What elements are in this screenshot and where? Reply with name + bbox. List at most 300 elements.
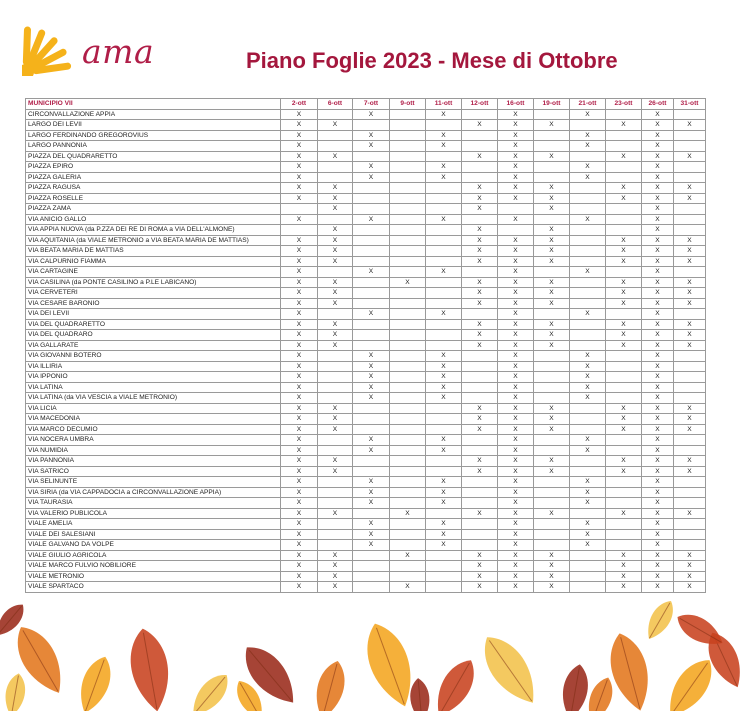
empty-cell bbox=[390, 403, 426, 414]
table-row bbox=[26, 529, 706, 540]
street-name: VIA SELINUNTE bbox=[26, 477, 281, 488]
scheduled-mark: X bbox=[674, 403, 706, 414]
empty-cell bbox=[606, 267, 642, 278]
scheduled-mark: X bbox=[426, 214, 462, 225]
scheduled-mark: X bbox=[462, 120, 498, 131]
empty-cell bbox=[534, 382, 570, 393]
scheduled-mark: X bbox=[642, 120, 674, 131]
scheduled-mark: X bbox=[281, 529, 318, 540]
street-name: VIA APPIA NUOVA (da P.ZZA DEI RE DI ROMA a VIA DELL'ALMONE) bbox=[26, 225, 281, 236]
scheduled-mark: X bbox=[281, 393, 318, 404]
empty-cell bbox=[390, 456, 426, 467]
scheduled-mark: X bbox=[642, 235, 674, 246]
scheduled-mark: X bbox=[281, 466, 318, 477]
scheduled-mark: X bbox=[674, 550, 706, 561]
empty-cell bbox=[462, 498, 498, 509]
scheduled-mark: X bbox=[498, 235, 534, 246]
street-name: PIAZZA DEL QUADRARETTO bbox=[26, 151, 281, 162]
scheduled-mark: X bbox=[353, 162, 390, 173]
empty-cell bbox=[570, 550, 606, 561]
date-header: 11-ott bbox=[426, 99, 462, 110]
empty-cell bbox=[426, 466, 462, 477]
scheduled-mark: X bbox=[498, 319, 534, 330]
empty-cell bbox=[462, 487, 498, 498]
scheduled-mark: X bbox=[498, 466, 534, 477]
scheduled-mark: X bbox=[462, 235, 498, 246]
empty-cell bbox=[534, 309, 570, 320]
table-row bbox=[26, 204, 706, 215]
empty-cell bbox=[534, 351, 570, 362]
scheduled-mark: X bbox=[498, 120, 534, 131]
table-row bbox=[26, 162, 706, 173]
empty-cell bbox=[498, 204, 534, 215]
empty-cell bbox=[674, 519, 706, 530]
empty-cell bbox=[390, 487, 426, 498]
scheduled-mark: X bbox=[426, 529, 462, 540]
scheduled-mark: X bbox=[642, 424, 674, 435]
street-name: VIALE SPARTACO bbox=[26, 582, 281, 593]
leaf-shape bbox=[582, 674, 618, 711]
empty-cell bbox=[570, 414, 606, 425]
scheduled-mark: X bbox=[498, 435, 534, 446]
scheduled-mark: X bbox=[462, 298, 498, 309]
empty-cell bbox=[353, 120, 390, 131]
scheduled-mark: X bbox=[498, 330, 534, 341]
scheduled-mark: X bbox=[606, 582, 642, 593]
scheduled-mark: X bbox=[570, 445, 606, 456]
empty-cell bbox=[390, 382, 426, 393]
scheduled-mark: X bbox=[642, 498, 674, 509]
empty-cell bbox=[353, 151, 390, 162]
scheduled-mark: X bbox=[642, 130, 674, 141]
empty-cell bbox=[318, 361, 353, 372]
empty-cell bbox=[534, 214, 570, 225]
scheduled-mark: X bbox=[642, 582, 674, 593]
street-name: PIAZZA ROSELLE bbox=[26, 193, 281, 204]
scheduled-mark: X bbox=[462, 561, 498, 572]
scheduled-mark: X bbox=[281, 519, 318, 530]
empty-cell bbox=[318, 487, 353, 498]
scheduled-mark: X bbox=[674, 151, 706, 162]
scheduled-mark: X bbox=[570, 109, 606, 120]
empty-cell bbox=[426, 225, 462, 236]
date-header: 23-ott bbox=[606, 99, 642, 110]
scheduled-mark: X bbox=[642, 256, 674, 267]
empty-cell bbox=[390, 445, 426, 456]
scheduled-mark: X bbox=[462, 151, 498, 162]
scheduled-mark: X bbox=[281, 298, 318, 309]
street-name: VIA SATRICO bbox=[26, 466, 281, 477]
empty-cell bbox=[674, 130, 706, 141]
scheduled-mark: X bbox=[534, 508, 570, 519]
scheduled-mark: X bbox=[606, 550, 642, 561]
scheduled-mark: X bbox=[426, 445, 462, 456]
scheduled-mark: X bbox=[642, 330, 674, 341]
scheduled-mark: X bbox=[534, 456, 570, 467]
scheduled-mark: X bbox=[534, 340, 570, 351]
empty-cell bbox=[353, 204, 390, 215]
scheduled-mark: X bbox=[498, 298, 534, 309]
table-row bbox=[26, 340, 706, 351]
scheduled-mark: X bbox=[426, 477, 462, 488]
scheduled-mark: X bbox=[318, 246, 353, 257]
scheduled-mark: X bbox=[426, 519, 462, 530]
empty-cell bbox=[462, 477, 498, 488]
scheduled-mark: X bbox=[281, 246, 318, 257]
empty-cell bbox=[606, 498, 642, 509]
scheduled-mark: X bbox=[498, 172, 534, 183]
leaf-shape bbox=[310, 658, 351, 711]
empty-cell bbox=[318, 372, 353, 383]
empty-cell bbox=[390, 183, 426, 194]
empty-cell bbox=[426, 277, 462, 288]
empty-cell bbox=[462, 309, 498, 320]
empty-cell bbox=[462, 351, 498, 362]
street-name: VIA GALLARATE bbox=[26, 340, 281, 351]
scheduled-mark: X bbox=[281, 330, 318, 341]
empty-cell bbox=[390, 351, 426, 362]
empty-cell bbox=[353, 424, 390, 435]
scheduled-mark: X bbox=[498, 288, 534, 299]
scheduled-mark: X bbox=[281, 582, 318, 593]
street-name: VIALE AMELIA bbox=[26, 519, 281, 530]
scheduled-mark: X bbox=[642, 340, 674, 351]
empty-cell bbox=[534, 498, 570, 509]
scheduled-mark: X bbox=[534, 330, 570, 341]
scheduled-mark: X bbox=[318, 298, 353, 309]
scheduled-mark: X bbox=[674, 466, 706, 477]
empty-cell bbox=[390, 288, 426, 299]
empty-cell bbox=[426, 235, 462, 246]
empty-cell bbox=[390, 319, 426, 330]
table-row bbox=[26, 561, 706, 572]
scheduled-mark: X bbox=[498, 246, 534, 257]
empty-cell bbox=[426, 403, 462, 414]
autumn-leaves-decoration bbox=[0, 600, 750, 711]
empty-cell bbox=[570, 582, 606, 593]
scheduled-mark: X bbox=[606, 403, 642, 414]
table-row bbox=[26, 298, 706, 309]
scheduled-mark: X bbox=[390, 277, 426, 288]
scheduled-mark: X bbox=[498, 571, 534, 582]
table-row bbox=[26, 445, 706, 456]
scheduled-mark: X bbox=[281, 235, 318, 246]
scheduled-mark: X bbox=[281, 309, 318, 320]
empty-cell bbox=[353, 225, 390, 236]
scheduled-mark: X bbox=[353, 487, 390, 498]
empty-cell bbox=[570, 319, 606, 330]
empty-cell bbox=[674, 267, 706, 278]
empty-cell bbox=[462, 172, 498, 183]
scheduled-mark: X bbox=[534, 120, 570, 131]
scheduled-mark: X bbox=[281, 183, 318, 194]
table-row bbox=[26, 120, 706, 131]
scheduled-mark: X bbox=[281, 162, 318, 173]
scheduled-mark: X bbox=[642, 571, 674, 582]
street-name: VIA CARTAGINE bbox=[26, 267, 281, 278]
scheduled-mark: X bbox=[462, 456, 498, 467]
empty-cell bbox=[281, 225, 318, 236]
scheduled-mark: X bbox=[498, 424, 534, 435]
empty-cell bbox=[570, 466, 606, 477]
scheduled-mark: X bbox=[498, 487, 534, 498]
empty-cell bbox=[462, 540, 498, 551]
table-row bbox=[26, 246, 706, 257]
scheduled-mark: X bbox=[281, 445, 318, 456]
scheduled-mark: X bbox=[281, 120, 318, 131]
scheduled-mark: X bbox=[570, 529, 606, 540]
scheduled-mark: X bbox=[281, 424, 318, 435]
leaf-shape bbox=[558, 662, 592, 711]
scheduled-mark: X bbox=[642, 466, 674, 477]
scheduled-mark: X bbox=[462, 330, 498, 341]
scheduled-mark: X bbox=[498, 403, 534, 414]
empty-cell bbox=[674, 540, 706, 551]
empty-cell bbox=[426, 571, 462, 582]
scheduled-mark: X bbox=[642, 162, 674, 173]
scheduled-mark: X bbox=[674, 508, 706, 519]
empty-cell bbox=[353, 256, 390, 267]
scheduled-mark: X bbox=[570, 519, 606, 530]
empty-cell bbox=[426, 151, 462, 162]
scheduled-mark: X bbox=[642, 204, 674, 215]
empty-cell bbox=[318, 529, 353, 540]
scheduled-mark: X bbox=[498, 382, 534, 393]
street-name: VIA NOCERA UMBRA bbox=[26, 435, 281, 446]
table-row bbox=[26, 571, 706, 582]
scheduled-mark: X bbox=[606, 288, 642, 299]
empty-cell bbox=[353, 298, 390, 309]
table-row bbox=[26, 540, 706, 551]
empty-cell bbox=[462, 445, 498, 456]
empty-cell bbox=[570, 183, 606, 194]
scheduled-mark: X bbox=[462, 225, 498, 236]
scheduled-mark: X bbox=[606, 256, 642, 267]
scheduled-mark: X bbox=[606, 424, 642, 435]
empty-cell bbox=[353, 277, 390, 288]
street-name: VIA CALPURNIO FIAMMA bbox=[26, 256, 281, 267]
scheduled-mark: X bbox=[642, 172, 674, 183]
scheduled-mark: X bbox=[281, 130, 318, 141]
empty-cell bbox=[674, 435, 706, 446]
scheduled-mark: X bbox=[534, 319, 570, 330]
scheduled-mark: X bbox=[498, 529, 534, 540]
empty-cell bbox=[390, 393, 426, 404]
empty-cell bbox=[318, 393, 353, 404]
scheduled-mark: X bbox=[281, 214, 318, 225]
scheduled-mark: X bbox=[318, 235, 353, 246]
empty-cell bbox=[390, 466, 426, 477]
scheduled-mark: X bbox=[606, 183, 642, 194]
scheduled-mark: X bbox=[534, 403, 570, 414]
street-name: VIA MACEDONIA bbox=[26, 414, 281, 425]
street-name: VIA LATINA (da VIA VESCIA a VIALE METRONIO) bbox=[26, 393, 281, 404]
street-name: VIA VALERIO PUBLICOLA bbox=[26, 508, 281, 519]
street-name: LARGO DEI LEVII bbox=[26, 120, 281, 131]
scheduled-mark: X bbox=[318, 582, 353, 593]
scheduled-mark: X bbox=[390, 508, 426, 519]
scheduled-mark: X bbox=[281, 267, 318, 278]
empty-cell bbox=[674, 225, 706, 236]
scheduled-mark: X bbox=[534, 582, 570, 593]
empty-cell bbox=[390, 172, 426, 183]
empty-cell bbox=[534, 130, 570, 141]
table-row bbox=[26, 214, 706, 225]
scheduled-mark: X bbox=[606, 298, 642, 309]
scheduled-mark: X bbox=[498, 540, 534, 551]
empty-cell bbox=[462, 267, 498, 278]
table-row bbox=[26, 109, 706, 120]
scheduled-mark: X bbox=[353, 393, 390, 404]
empty-cell bbox=[570, 120, 606, 131]
scheduled-mark: X bbox=[353, 372, 390, 383]
scheduled-mark: X bbox=[534, 561, 570, 572]
scheduled-mark: X bbox=[318, 424, 353, 435]
scheduled-mark: X bbox=[642, 309, 674, 320]
empty-cell bbox=[606, 372, 642, 383]
empty-cell bbox=[570, 424, 606, 435]
scheduled-mark: X bbox=[462, 183, 498, 194]
scheduled-mark: X bbox=[642, 183, 674, 194]
scheduled-mark: X bbox=[606, 561, 642, 572]
scheduled-mark: X bbox=[674, 298, 706, 309]
street-name: PIAZZA GALERIA bbox=[26, 172, 281, 183]
empty-cell bbox=[390, 361, 426, 372]
empty-cell bbox=[534, 477, 570, 488]
empty-cell bbox=[606, 309, 642, 320]
scheduled-mark: X bbox=[642, 403, 674, 414]
date-header: 31-ott bbox=[674, 99, 706, 110]
empty-cell bbox=[426, 298, 462, 309]
area-header: MUNICIPIO VII bbox=[26, 99, 281, 110]
empty-cell bbox=[318, 477, 353, 488]
scheduled-mark: X bbox=[281, 456, 318, 467]
empty-cell bbox=[353, 183, 390, 194]
table-row bbox=[26, 267, 706, 278]
empty-cell bbox=[570, 340, 606, 351]
empty-cell bbox=[606, 130, 642, 141]
scheduled-mark: X bbox=[570, 309, 606, 320]
empty-cell bbox=[426, 256, 462, 267]
scheduled-mark: X bbox=[674, 235, 706, 246]
empty-cell bbox=[390, 204, 426, 215]
scheduled-mark: X bbox=[426, 487, 462, 498]
scheduled-mark: X bbox=[642, 382, 674, 393]
empty-cell bbox=[390, 424, 426, 435]
empty-cell bbox=[570, 571, 606, 582]
scheduled-mark: X bbox=[498, 519, 534, 530]
empty-cell bbox=[674, 109, 706, 120]
scheduled-mark: X bbox=[390, 582, 426, 593]
scheduled-mark: X bbox=[281, 361, 318, 372]
scheduled-mark: X bbox=[353, 519, 390, 530]
empty-cell bbox=[353, 414, 390, 425]
street-name: VIA ILLIRIA bbox=[26, 361, 281, 372]
scheduled-mark: X bbox=[570, 162, 606, 173]
scheduled-mark: X bbox=[498, 498, 534, 509]
street-name: PIAZZA RAGUSA bbox=[26, 183, 281, 194]
empty-cell bbox=[426, 319, 462, 330]
empty-cell bbox=[606, 519, 642, 530]
empty-cell bbox=[462, 529, 498, 540]
scheduled-mark: X bbox=[281, 487, 318, 498]
scheduled-mark: X bbox=[642, 298, 674, 309]
scheduled-mark: X bbox=[281, 382, 318, 393]
scheduled-mark: X bbox=[642, 151, 674, 162]
scheduled-mark: X bbox=[281, 193, 318, 204]
empty-cell bbox=[674, 214, 706, 225]
scheduled-mark: X bbox=[534, 183, 570, 194]
scheduled-mark: X bbox=[534, 571, 570, 582]
scheduled-mark: X bbox=[534, 298, 570, 309]
scheduled-mark: X bbox=[674, 193, 706, 204]
empty-cell bbox=[390, 340, 426, 351]
empty-cell bbox=[353, 466, 390, 477]
empty-cell bbox=[318, 382, 353, 393]
empty-cell bbox=[674, 162, 706, 173]
street-name: LARGO PANNONIA bbox=[26, 141, 281, 152]
scheduled-mark: X bbox=[426, 382, 462, 393]
scheduled-mark: X bbox=[281, 288, 318, 299]
scheduled-mark: X bbox=[642, 361, 674, 372]
table-row bbox=[26, 288, 706, 299]
empty-cell bbox=[570, 330, 606, 341]
scheduled-mark: X bbox=[570, 393, 606, 404]
scheduled-mark: X bbox=[674, 571, 706, 582]
scheduled-mark: X bbox=[353, 172, 390, 183]
scheduled-mark: X bbox=[426, 162, 462, 173]
scheduled-mark: X bbox=[642, 519, 674, 530]
empty-cell bbox=[498, 225, 534, 236]
table-row bbox=[26, 393, 706, 404]
scheduled-mark: X bbox=[534, 225, 570, 236]
empty-cell bbox=[390, 330, 426, 341]
street-name: VIALE GALVANO DA VOLPE bbox=[26, 540, 281, 551]
scheduled-mark: X bbox=[674, 582, 706, 593]
empty-cell bbox=[462, 130, 498, 141]
empty-cell bbox=[534, 162, 570, 173]
empty-cell bbox=[462, 361, 498, 372]
empty-cell bbox=[674, 393, 706, 404]
scheduled-mark: X bbox=[426, 435, 462, 446]
table-row bbox=[26, 519, 706, 530]
scheduled-mark: X bbox=[426, 351, 462, 362]
empty-cell bbox=[390, 214, 426, 225]
scheduled-mark: X bbox=[606, 508, 642, 519]
empty-cell bbox=[353, 550, 390, 561]
empty-cell bbox=[426, 582, 462, 593]
scheduled-mark: X bbox=[281, 141, 318, 152]
scheduled-mark: X bbox=[642, 487, 674, 498]
empty-cell bbox=[426, 456, 462, 467]
scheduled-mark: X bbox=[642, 540, 674, 551]
table-row bbox=[26, 424, 706, 435]
empty-cell bbox=[674, 445, 706, 456]
scheduled-mark: X bbox=[498, 151, 534, 162]
scheduled-mark: X bbox=[642, 456, 674, 467]
empty-cell bbox=[390, 561, 426, 572]
scheduled-mark: X bbox=[534, 151, 570, 162]
table-row bbox=[26, 309, 706, 320]
scheduled-mark: X bbox=[642, 477, 674, 488]
scheduled-mark: X bbox=[353, 109, 390, 120]
date-header: 2-ott bbox=[281, 99, 318, 110]
leaf-shape bbox=[185, 668, 236, 711]
empty-cell bbox=[390, 372, 426, 383]
scheduled-mark: X bbox=[462, 550, 498, 561]
street-name: VIA PANNONIA bbox=[26, 456, 281, 467]
table-row bbox=[26, 414, 706, 425]
